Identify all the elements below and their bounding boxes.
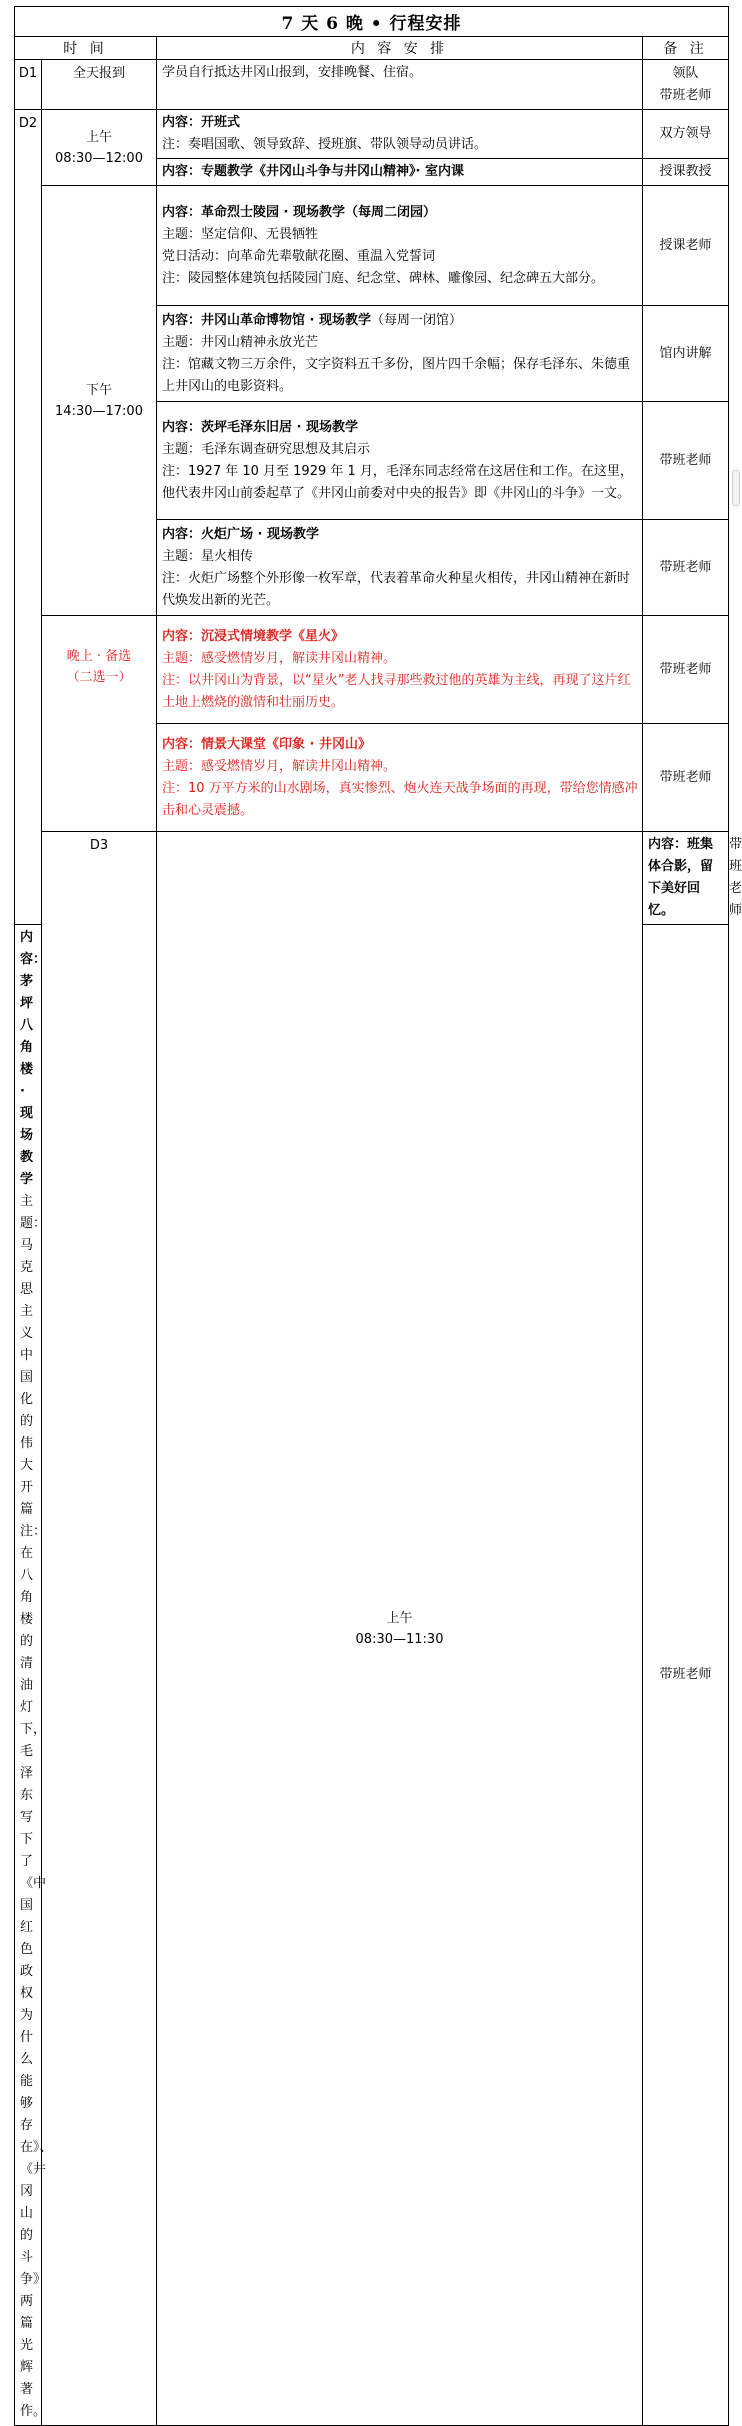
content-cell: [157, 306, 643, 402]
content-head: 内容：班集体合影，留下美好回忆。: [648, 837, 714, 918]
content-cell: [157, 520, 643, 616]
content-head-extra: （每周一闭馆）: [371, 312, 463, 328]
content-line: 主题：星火相传: [162, 548, 254, 564]
table-row: D3 上午 08:30—11:30 内容：班集体合影，留下美好回忆。 带班老师: [15, 832, 729, 925]
content-line: 党日活动：向革命先辈敬献花圈、重温入党誓词: [162, 248, 436, 264]
note-cell: 双方领导: [643, 110, 729, 159]
content-head: 内容：开班式: [162, 115, 241, 130]
content-head: 内容：革命烈士陵园 · 现场教学（每周二闭园）: [162, 204, 436, 220]
time-d2-evening: 晚上 · 备选 （二选一）: [42, 616, 157, 832]
content-head: 内容：井冈山革命博物馆 · 现场教学: [162, 312, 371, 328]
content-line: 主题：井冈山精神永放光芒: [162, 334, 319, 350]
note-cell: 带班老师: [643, 724, 729, 832]
content-line: 注：以井冈山为背景，以“星火”老人找寻那些救过他的英雄为主线，再现了这片红土地上燃烧的激情和壮丽历史。: [162, 672, 631, 710]
content-line: 注：馆藏文物三万余件，文字资料五千多份，图片四千余幅；保存毛泽东、朱德重上井冈山的电影资料。: [162, 356, 631, 394]
itinerary-table: [14, 6, 742, 2426]
content-head: 内容：专题教学《井冈山斗争与井冈山精神》· 室内课: [162, 164, 464, 179]
content-line: 注：陵园整体建筑包括陵园门庭、纪念堂、碑林、雕像园、纪念碑五大部分。: [162, 270, 605, 286]
content-line: 注：10 万平方米的山水剧场，真实惨烈、炮火连天战争场面的再现，带给您情感冲击和心灵震撼。: [162, 780, 638, 818]
content-head: 内容：茅坪八角楼 · 现场教学: [20, 930, 47, 1187]
content-line: 注：奏唱国歌、领导致辞、授班旗、带队领导动员讲话。: [162, 137, 488, 152]
content-line: 注：1927 年 10 月至 1929 年 1 月，毛泽东同志经常在这居住和工作。在这里，他代表井冈山前委起草了《井冈山前委对中央的报告》即《井冈山的斗争》一文。: [162, 463, 633, 501]
time-d3: 上午 08:30—11:30: [157, 832, 643, 2426]
day-label-d1: D1: [15, 60, 42, 110]
content-line: 主题：毛泽东调查研究思想及其启示: [162, 441, 371, 457]
content-d1-text: 学员自行抵达井冈山报到，安排晚餐、住宿。: [162, 65, 423, 80]
content-head: 内容：情景大课堂《印象 · 井冈山》: [162, 736, 371, 752]
note-d1-text: 领队 带班老师: [659, 65, 712, 103]
time-d2-afternoon: 下午 14:30—17:00: [42, 186, 157, 616]
table-row: [15, 616, 729, 724]
content-line: 主题：感受燃情岁月，解读井冈山精神。: [162, 758, 397, 774]
day-label-d2: D2: [15, 110, 42, 925]
note-cell: 馆内讲解: [643, 306, 729, 402]
content-line: 主题：马克思主义中国化的伟大开篇: [20, 1194, 47, 1517]
content-cell: [157, 724, 643, 832]
content-d1: [157, 60, 643, 110]
table-title: 7 天 6 晚 • 行程安排: [15, 7, 729, 37]
content-cell: [15, 925, 53, 2426]
table-row: [15, 186, 729, 306]
note-cell: 授课老师: [643, 186, 729, 306]
note-cell: 授课教授: [643, 159, 729, 186]
content-line: 主题：感受燃情岁月，解读井冈山精神。: [162, 650, 397, 666]
content-cell: [157, 402, 643, 520]
time-d1: 全天报到: [42, 60, 157, 110]
content-cell: [157, 110, 643, 159]
content-line: 主题：坚定信仰、无畏牺牲: [162, 226, 319, 242]
content-line: 注：在八角楼的清油灯下，毛泽东写下了《中国红色政权为什么能够存在》、《井冈山的斗争》两篇光辉著作。: [20, 1524, 53, 2419]
itinerary-sheet: [14, 6, 742, 2426]
header-note: 备 注: [643, 37, 729, 60]
content-head: 内容：茨坪毛泽东旧居 · 现场教学: [162, 419, 358, 435]
note-d1: [643, 60, 729, 110]
content-cell: [157, 616, 643, 724]
content-cell: [157, 159, 643, 186]
content-cell: [643, 832, 729, 925]
note-cell: 带班老师: [643, 616, 729, 724]
scrollbar-handle[interactable]: [732, 470, 740, 506]
content-head: 内容：火炬广场 · 现场教学: [162, 526, 319, 542]
header-time: 时 间: [15, 37, 157, 60]
header-content: 内 容 安 排: [157, 37, 643, 60]
time-d2-morning: 上午 08:30—12:00: [42, 110, 157, 186]
content-cell: [157, 186, 643, 306]
note-cell: 带班老师: [643, 402, 729, 520]
note-cell: 带班老师: [643, 520, 729, 616]
note-cell: 带班老师: [643, 925, 729, 2426]
day-label-d3: D3: [42, 832, 157, 2426]
content-head: 内容：沉浸式情境教学《星火》: [162, 628, 345, 644]
content-head-line: [162, 310, 638, 332]
table-row: [15, 110, 729, 159]
content-line: 注：火炬广场整个外形像一枚军章，代表着革命火种星火相传，井冈山精神在新时代焕发出新的光芒。: [162, 570, 631, 608]
